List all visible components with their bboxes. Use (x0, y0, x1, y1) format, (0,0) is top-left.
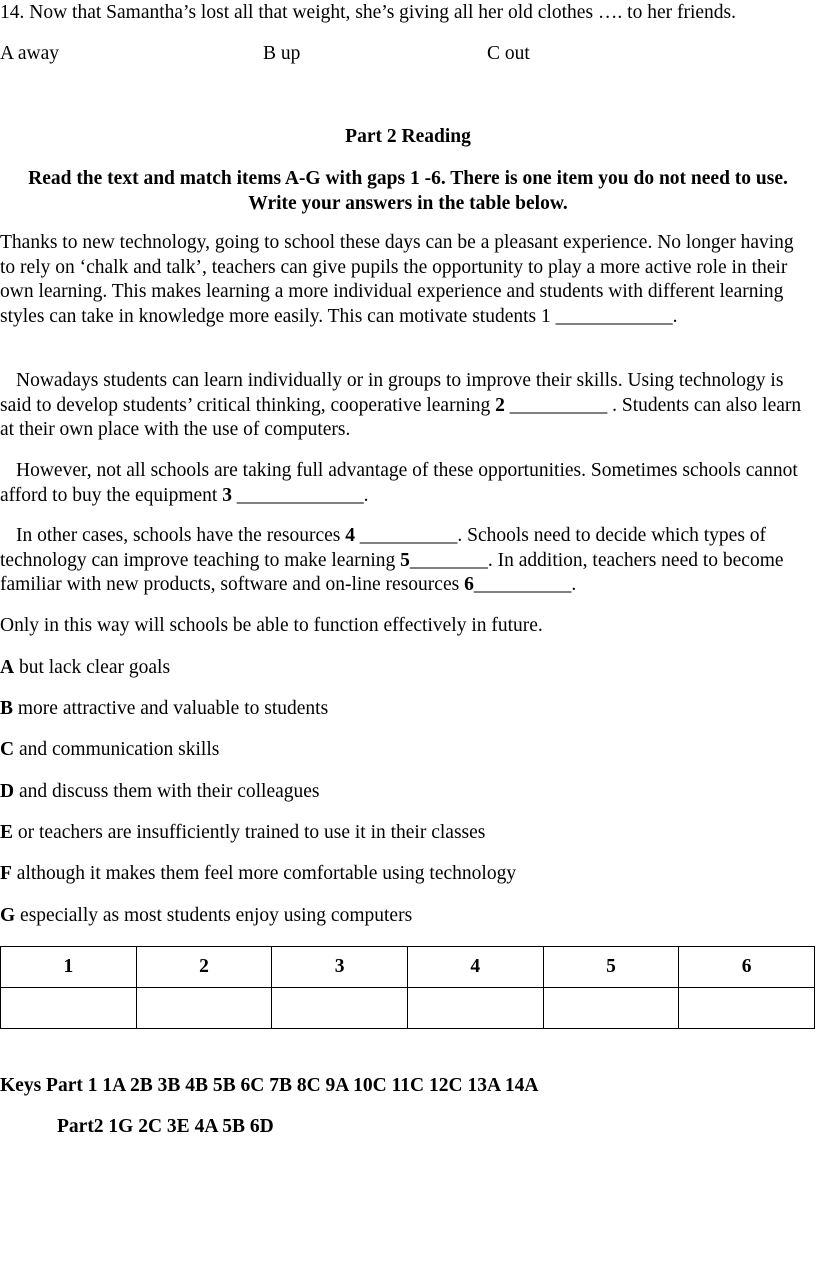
item-c-text: and communication skills (14, 739, 220, 760)
answer-header-6: 6 (679, 947, 815, 988)
gap-2: __________ . (504, 394, 617, 416)
item-c-letter: C (0, 739, 15, 760)
answer-header-1: 1 (1, 947, 137, 988)
item-g (0, 904, 412, 929)
item-f (0, 862, 516, 887)
option-a: A away (0, 43, 60, 64)
item-a-letter: A (0, 657, 15, 678)
item-b-text: more attractive and valuable to students (13, 698, 329, 719)
keys-part1: Keys Part 1 1A 2B 3B 4B 5B 6C 7B 8C 9A 10C 11C 12C 13A 14A (0, 1075, 539, 1096)
gap-5: ________. In addition, teachers need to become familiar with new products, software and on-line resources (0, 549, 784, 595)
answer-cell-4[interactable] (407, 988, 543, 1029)
answer-cell-1[interactable] (1, 988, 137, 1029)
keys-part2: Part2 1G 2C 3E 4A 5B 6D (57, 1116, 274, 1137)
answer-cell-3[interactable] (272, 988, 408, 1029)
part2-instructions: Read the text and match items A-G with gaps 1 -6. There is one item you do not need to use. Write your answers in the table below. (28, 168, 788, 214)
paragraph-2-tail: Students can also learn at their own place with the use of computers. (0, 394, 802, 440)
item-d-letter: D (0, 781, 15, 802)
gap-4-number: 4 (345, 525, 355, 546)
answer-table-input-row (1, 988, 815, 1029)
gap-5-number: 5 (400, 549, 410, 571)
paragraph-4-text: In other cases, schools have the resources (16, 525, 346, 546)
gap-2-number: 2 (495, 394, 505, 416)
option-b: B up (263, 43, 301, 64)
item-e-letter: E (0, 822, 14, 843)
answer-cell-2[interactable] (136, 988, 272, 1029)
option-c: C out (487, 43, 530, 64)
answer-header-3: 3 (272, 947, 408, 988)
answer-table (0, 946, 815, 1029)
paragraph-2-text: Nowadays students can learn individually or in groups to improve their skills. Using technology is said to develop students’ critical thinking, cooperative learning (0, 370, 784, 416)
paragraph-3 (0, 459, 812, 508)
gap-4: __________. Schools need to decide which types of technology can improve teaching to make learning (0, 525, 767, 571)
gap-3-number: 3 (222, 484, 232, 506)
paragraph-2 (0, 369, 812, 443)
paragraph-1-text: Thanks to new technology, going to school these days can be a pleasant experience. No longer having to rely on ‘chalk and talk’, teachers can give pupils the opportunity to play a more active role in their own learning. This makes learning a more individual experience and students with different learning styles can take in knowledge more easily. This can motivate students 1 (0, 232, 794, 327)
item-a-text: but lack clear goals (14, 657, 171, 678)
gap-6: __________. (473, 574, 577, 595)
answer-table-header-row (1, 947, 815, 988)
answer-cell-6[interactable] (679, 988, 815, 1029)
item-b (0, 697, 328, 722)
answer-header-4: 4 (407, 947, 543, 988)
item-g-letter: G (0, 905, 16, 926)
item-d-text: and discuss them with their colleagues (14, 781, 320, 802)
item-c (0, 738, 219, 763)
item-g-text: especially as most students enjoy using computers (15, 905, 413, 926)
paragraph-5: Only in this way will schools be able to function effectively in future. (0, 615, 543, 636)
gap-6-number: 6 (464, 574, 474, 595)
item-a (0, 656, 170, 681)
item-b-letter: B (0, 698, 14, 719)
part2-title: Part 2 Reading (345, 126, 471, 147)
paragraph-3-text: However, not all schools are taking full advantage of these opportunities. Sometimes schools cannot afford to buy the equipment (0, 460, 798, 506)
item-f-text: although it makes them feel more comfortable using technology (11, 863, 517, 884)
answer-cell-5[interactable] (543, 988, 679, 1029)
item-e-text: or teachers are insufficiently trained to use it in their classes (13, 822, 486, 843)
answer-header-2: 2 (136, 947, 272, 988)
item-e (0, 821, 485, 846)
item-f-letter: F (0, 863, 12, 884)
answer-header-5: 5 (543, 947, 679, 988)
gap-3: _____________. (231, 484, 369, 506)
gap-1: ____________. (555, 305, 678, 327)
question-14: 14. Now that Samantha’s lost all that weight, she’s giving all her old clothes …. to her friends. (0, 2, 737, 23)
question-14-options (0, 42, 816, 68)
item-d (0, 780, 320, 805)
paragraph-1 (0, 231, 812, 329)
paragraph-4 (0, 524, 812, 598)
